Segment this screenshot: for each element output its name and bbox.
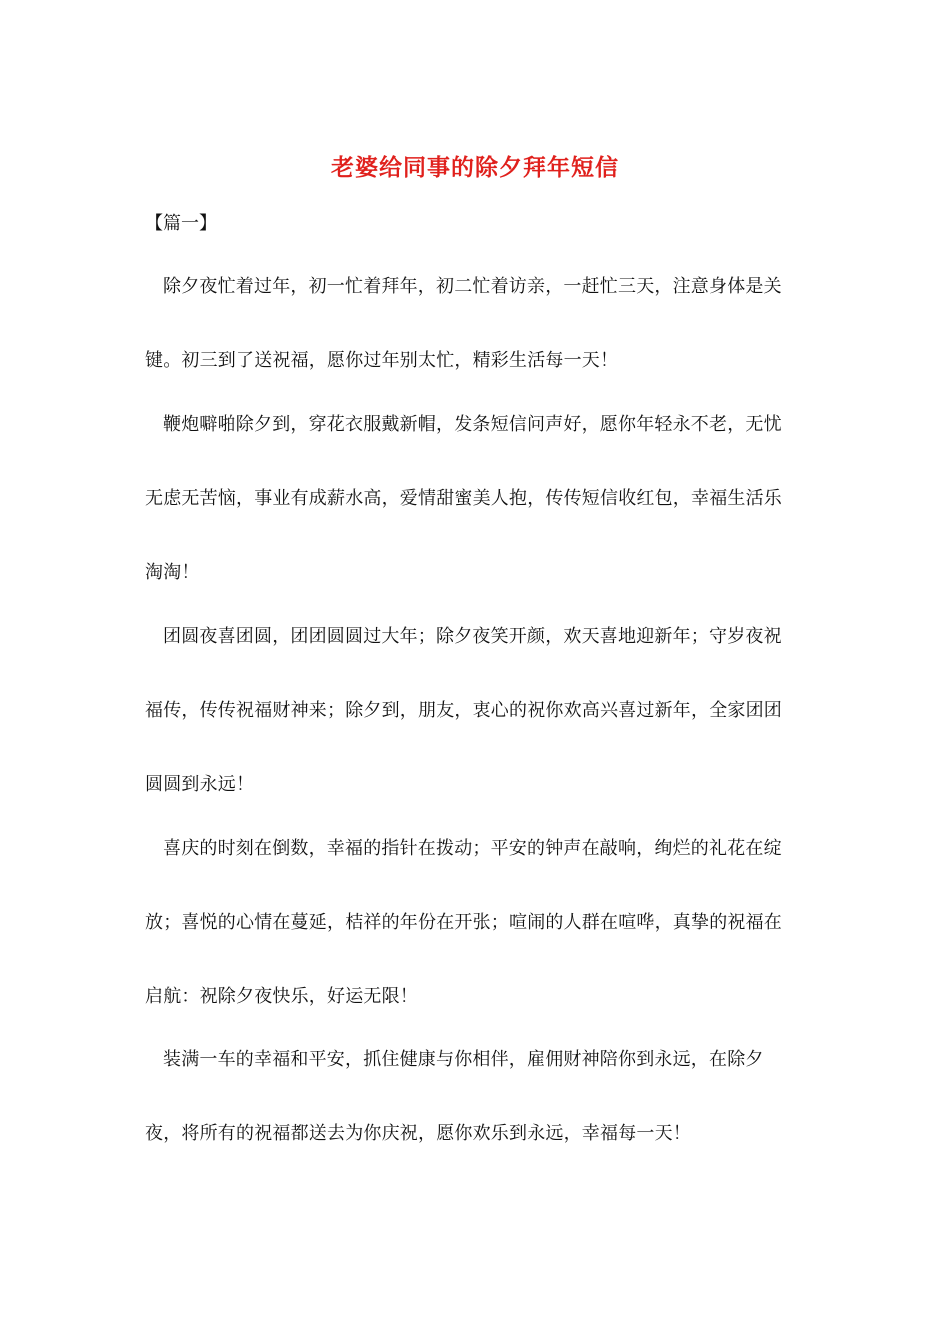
paragraph-5: 装满一车的幸福和平安，抓住健康与你相伴，雇佣财神陪你到永远，在除夕夜，将所有的祝福都送去为你庆祝，愿你欢乐到永远，幸福每一天！ <box>145 1049 764 1144</box>
section-label: 【篇一】 <box>145 213 217 234</box>
paragraph-4: 喜庆的时刻在倒数，幸福的指针在拨动；平安的钟声在敲响，绚烂的礼花在绽放；喜悦的心情在蔓延，桔祥的年份在开张；喧闹的人群在喧哗，真挚的祝福在启航：祝除夕夜快乐，好运无限！ <box>145 838 782 1007</box>
document-title: 老婆给同事的除夕拜年短信 <box>331 154 619 181</box>
paragraph-1: 除夕夜忙着过年，初一忙着拜年，初二忙着访亲，一赶忙三天，注意身体是关键。初三到了送祝福，愿你过年别太忙，精彩生活每一天！ <box>145 276 782 371</box>
paragraph-2: 鞭炮噼啪除夕到，穿花衣服戴新帽，发条短信问声好，愿你年轻永不老，无忧无虑无苦恼，事业有成薪水高，爱情甜蜜美人抱，传传短信收红包，幸福生活乐淘淘！ <box>145 414 782 583</box>
paragraph-3: 团圆夜喜团圆，团团圆圆过大年；除夕夜笑开颜，欢天喜地迎新年；守岁夜祝福传，传传祝福财神来；除夕到，朋友，衷心的祝你欢高兴喜过新年，全家团团圆圆到永远！ <box>145 626 782 795</box>
